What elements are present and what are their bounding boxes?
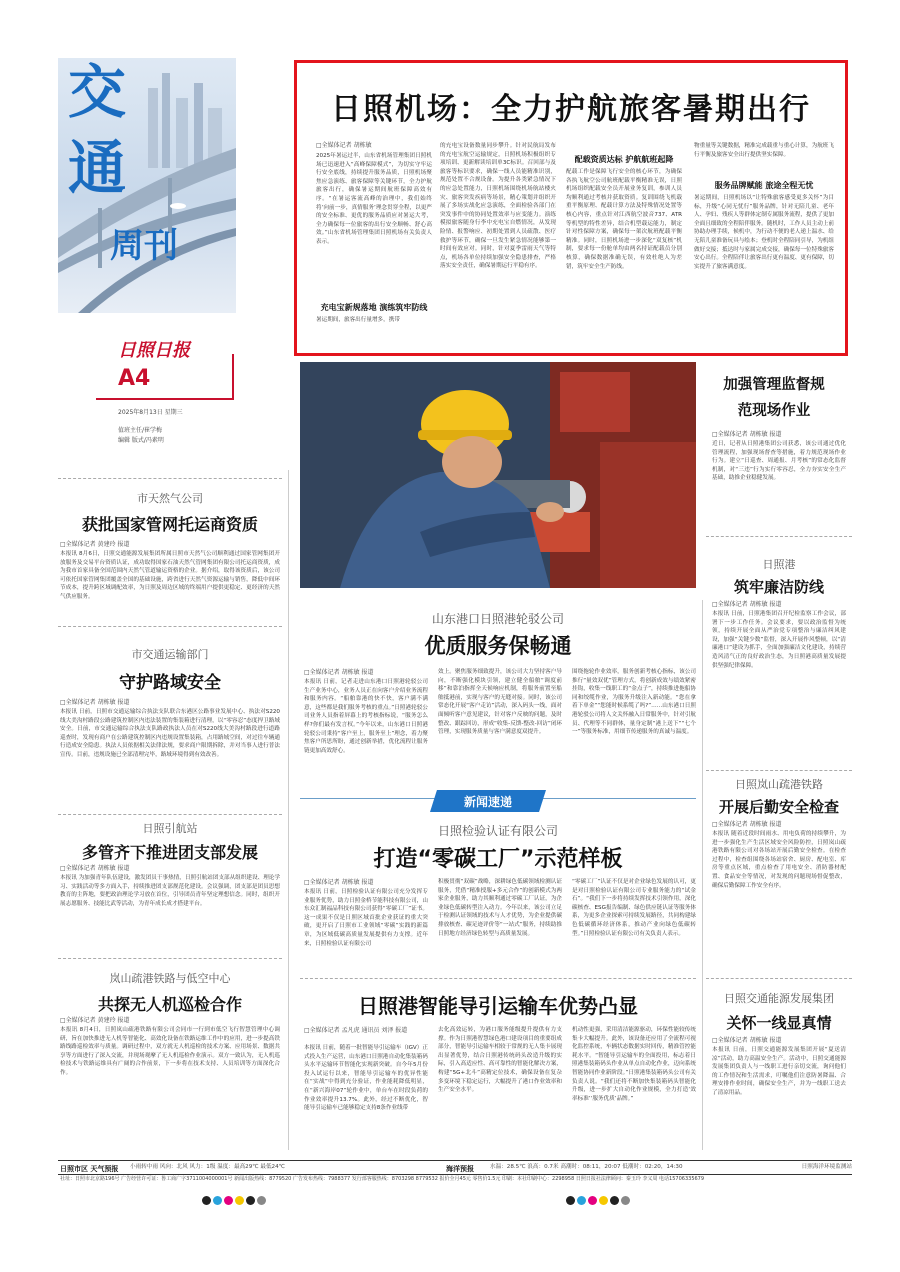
column-rule [702,600,703,1150]
mgmt-body: 近日，记者从日照港集团公司获悉，该公司通过优化管理流程，加强现场督查等措施，着力规范现场作业行为。建立“日巡查、周通报、月考核”的常态化监督机制，对“三违”行为实行零容忍，全力夯实安全生产基础，助推企业稳健发展。 [712,441,846,482]
registration-dots [566,1196,630,1205]
lanshan-headline: 开展后勤安全检查 [718,798,839,816]
duty-editor: 值班主任/崔学梅 [118,427,163,434]
lead-subhead-2: 配载资质达标 护航航班起降 [574,155,674,164]
zerocarbon-byline: □全媒体记者 胡栋敏 报道 [304,879,374,886]
drone-body: 本报讯 8月4日，日照岚山疏港铁路有限公司会同市一行到市低空飞行智慧管理中心调研，旨在加快推进无人机等智能化、高效化设备在铁路运维工作中的应用，进一步提高铁路线路巡检效率与质量。调研过程中，双方就无人机巡检的技术方案、应用场景、数据共享等方面进行了深入交流，并现场观摩了无人机巡检作业演示。双方一致认为，无人机巡检技术与铁路运维具有广阔的合作前景，下一步将在技术支持、人员培训等方面深化合作。 [60,1027,280,1076]
energy-body: 本报讯 日前，日照交通能源发展集团开展“夏送清凉”活动，助力高温安全生产。活动中，日照交通能源发展集团负责人与一线职工进行亲切交流，询问他们的工作情况和生活需求，叮嘱他们注意防暑降温、合理安排作业时间，确保安全生产，并为一线职工送去了清凉用品。 [712,1047,846,1096]
divider [706,770,852,771]
energy-byline: □全媒体记者 胡栋敏 报道 [712,1037,782,1044]
paper-name: 日照日报 [118,340,190,361]
pilot-headline: 多管齐下推进团支部发展 [81,843,258,862]
footer-rule [58,1174,852,1175]
weather-label: 日照市区 天气预报 [60,1165,119,1173]
energy-kicker: 日照交通能源发展集团 [724,992,834,1005]
publisher-info: 社址：日照市北京路196号 广告经营许可证：鲁工商广字3711004000001号 新闻出版热线：8779520 广告发布热线：7988377 发行部客服热线：8703298 8779532 报价全月45元 零售价1.5元 印刷：本社印刷中心：2298958 日照日报社法律顾问：秦玉玲 李义周 电话15706335679 [60,1176,705,1182]
pilot-kicker: 日照引航站 [142,822,198,835]
column-rule [288,470,289,1150]
gas-kicker: 市天然气公司 [137,492,203,505]
worker-inspecting-equipment-image [300,362,696,588]
transport-headline: 守护路域安全 [119,673,221,693]
lead-byline: □全媒体记者 胡栋敏 [316,142,372,149]
agv-body-col3: 机动性更强，采用清洁能源驱动，环保性能较传统集卡大幅提升。此外，该设备还应用了全流程可视化监控系统，车辆状态数据实时回传，精准管控能耗水平。“智能导引运输车的全面投用，标志着日照港集装箱码头作业从单点自动化作业，迈向系统智能协同作业新阶段。”日照港集装箱码头公司有关负责人说。“我们还将不断加快集装箱码头智能化升级，进一步扩大自动化作业规模，全力打造‘效率标准’‘服务优质’品牌。” [572,1027,696,1102]
drone-byline: □全媒体记者 黄建玲 报道 [60,1017,130,1024]
divider [300,978,696,979]
masthead-title-char-1: 交 [68,58,127,126]
lead-body-col4: 物重量等关键数据，精准完成载重与重心计算，为航班飞行平衡及旅客安全出行提供坚实保障。 [694,143,834,158]
lead-subhead-1: 充电宝新规落地 演练筑牢防线 [320,303,428,312]
gas-body: 本报讯 8月6日，日照交通能源发展集团所属日照市天然气公司顺利通过国家管网集团开放服务及交易平台资质认证，成功取得国家石油天然气管网集团有限公司托运商资质，成为我市首家具备全国范围内天然气管道输运资格的企业。据介绍，取得该资质后，该公司可依托国家管网集团覆盖全国的基础设施，跨省进行天然气资源运输与销售，降低中间环节成本，提升跨区域调配效率，为日照及周边区域的终端用户提供更稳定、更经济的天然气供应服务。 [60,551,280,600]
weather-info: 小雨转中雨 风向：北风 风力：1级 温度：最高29℃ 最低24℃ [130,1164,285,1170]
agv-headline: 日照港智能导引运输车优势凸显 [358,994,638,1018]
agv-body-col2: 去化高效运转，为港口服务能级提升提供有力支撑。作为日照港智慧绿色港口建设项目的重要组成部分，智能导引运输车相较于常规的无人集卡展现出显著优势，结合日照港传统码头改造升级的实际，引入高适应性、高可靠性的智能化解决方案，构建“5G+北斗”高精定位技术，确保设备在复杂多变环境下稳定运行，大幅提升了港口作业效率和生产安全水平。 [438,1027,562,1094]
drone-kicker: 岚山疏港铁路与低空中心 [109,972,231,985]
sea-source: 日照海洋环境监测站 [801,1164,852,1170]
lead-body-col1: 2025年暑运过半，山东省机场管理集团日照机场已迅速进入“高峰保障模式”，为切实守牢运行安全底线，持续提升服务品质，日照机场聚焦应急演练、旅客保障等关键环节，全力护航旅客出行，确保暑运期间航班保障高效有序。“在暑运客流高峰的治理中，我们始终将‘向前一步，真情服务’理念贯穿全程，以更严的安全标准、更优的服务品质应对暑运大考，全力确保每一位旅客的出行安全顺畅、舒心高效。”山东省机场管理集团日照机场有关负责人表示。 [316,153,432,245]
gas-headline: 获批国家管网托运商资质 [81,515,258,534]
mgmt-byline: □全媒体记者 胡栋敏 报道 [712,431,782,438]
port-headline: 优质服务保畅通 [424,634,572,658]
mgmt-photo [700,362,850,364]
registration-dots [202,1196,266,1205]
gas-byline: □全媒体记者 黄建玲 报道 [60,541,130,548]
lead-body-col3: 配载工作是保障飞行安全的核心环节，为确保各执飞航空公司航班配载平衡精准无误，日照机场组织配载安全员开展业务复训，参训人员均顺利通过考核并获取资质。复训围绕飞机载重平衡原理、配载计算方法及特殊情况处置等核心内容，重点针对江西航空波音737、ATR等机型的特性差异，结合机型载运能力，制定针对性保障方案，确保每一架次航班配载平衡精准。同时，日照机场进一步深化“双复核”机制，要求每一份舱单均由两名持证配载员分别核算，确保数据准确无误，有效杜绝人为差错，筑牢安全生产防线。 [566,169,682,270]
divider [58,626,282,627]
zerocarbon-body-col2: 积极贯彻“双碳”战略，深耕绿色低碳领域检测认证服务，凭借“精准授服+多元合作”的创新模式为两家企业服务，助力其顺利通过零碳工厂认证，为企业绿色低碳转型注入动力。今年以来，该公司立足于检测认证领域的技术与人才优势，为企业提供碳排放核查、碳足迹评价等“一站式”服务，持续助推日照地方经济绿色转型与高质量发展。 [438,879,562,937]
clean-headline: 筑牢廉洁防线 [733,578,824,596]
agv-body-col1: 本报讯 日前，随着一批智能导引运输车（IGV）正式投入生产运营，山东港口日照港自动化集装箱码头水平运输环节智能化实现新突破。自今年5月份投入试运行以来，智能导引运输车的优异性能在“实战”中得到充分验证，作业能耗降低明显，在“新兴海岸07”轮作业中，单台车在时段负荷的作业效率提升13.7%。此外，经过不断优化，智能导引运输车已能够稳定支持8条作业线带 [304,1045,428,1112]
energy-headline: 关怀一线显真情 [726,1014,832,1032]
drone-headline: 共探无人机巡检合作 [97,995,242,1014]
clean-byline: □全媒体记者 胡栋敏 报道 [712,601,782,608]
sea-info: 水温：28.5℃ 浪高：0.7米 高潮时：08:11，20:07 低潮时：02:20，14:30 [490,1164,683,1170]
zerocarbon-body-col1: 本报讯 日前，日照检验认证有限公司充分发挥专业服务优势，助力日照金桥节能科技有限公司，山东众汇制福品科技有限公司获得“零碳工厂”证书。这一成果不仅是日照区域首批企业获证的重大突破，更开启了日照市工业领域“零碳”实践的新篇章，为区域低碳高质量发展提供有力支撑。近年来，日照检验认证有限公司 [304,889,428,947]
worker-photo [300,362,696,588]
lead-body-col2: 的充电宝设备数量同步攀升。针对民航局发布的充电宝航空运输规定，日照机场积极组织专项培训、更新解读培训单3C标识。召回部与及旅客等标识要求，确保一线人员能精准识别，规范处置不合规设备。为提升各类紧急情况下的应急处置能力，日照机场围绕机场航站楼火灾、旅客突发疾病等场景，精心策划并组织开展了多场实战化应急演练，全面检验各部门在突发事件中的协同处置效率与应变能力。演练模拟旅客随身行李中充电宝自燃情况，从发现险情、报警响应、初期处置到人员疏散、医疗救护等环节，确保一旦发生紧急情况能够第一时间有效应对。同时，针对夏季雷雨天气等特点，机场各单位持续加强安全隐患排查，严格落实安全责任，确保暑期运行平稳有序。 [440,143,556,270]
sea-label: 海洋预报 [446,1165,474,1173]
transport-byline: □全媒体记者 胡栋敏 报道 [60,699,130,706]
lead-body-col4b: 暑运期间，日照机场以“让特殊旅客感受更多关怀”为目标，升级“心同无忧行”服务品牌，针对无陪儿童、老年人、孕妇、残疾人等群体定制专属服务流程，提供了更加全面且细致的全程陪伴服务。随机时，工作人员主动上前协助办理手续，候机中，为行动不便的老人递上温水、给无陪儿童准备玩具与绘本；登机时全程陪同引导，为机组做好交接；抵达时与家属完成交接，确保每一位特殊旅客安心出行。全程陪伴让旅客出行更有温度、更有保障，切实提升了旅客满意度。 [694,195,834,270]
masthead-title-suffix: 周刊 [110,226,178,266]
masthead-title-char-2: 通 [68,134,127,202]
port-body-col2: 效上。聚焦服务细致提升，该公司大力坚持客户导向，不断强化模块引领，建立健全船舶“调度前移”和靠泊指挥全天候响应机制，将服务前置至船舶抵港前，实现与客户的无缝对接。同时，该公司常态化开展“客户走访”活动，深入码头一线，面对面倾听客户意见建议，针对客户反映的问题，及时整改、跟踪回访，形成“收集-反馈-整改-回访”闭环管理，实现服务质量与客户满意度双提升。 [438,669,562,736]
lanshan-body: 本报讯 随着近段时间雨水、用电负荷的持续攀升，为进一步强化生产生活区域安全风险防控，日照岚山疏港铁路有限公司对各场站开展后勤安全检查。在检查过程中，检查组围绕各场站宿舍、厨房、配电室、库房等重点区域，重点检查了用电安全、消防器材配置、食品安全等情况，对发现的问题现场督促整改，确保后勤保障工作安全有序。 [712,831,846,889]
divider [706,978,852,979]
lanshan-kicker: 日照岚山疏港铁路 [735,778,823,791]
footer-rule [58,1160,852,1161]
mgmt-headline: 加强管理监督规范现场作业 [723,377,825,419]
port-body-col3: 围绕拖轮作业效率，服务创新考核心指标，该公司推行“量效双优”管理方式，将创新成效与绩效紧密挂钩，收集一线职工的“金点子”，持续推进拖船协同和绞缆作业，为服务升级注入新动能。“您在拿着下单金”“您能时候系缆了吗?”……山东港口日照港轮驳公司将人文关怀融入日常服务中，针对引航员、代理等不同群体，量身定制“港上送下”“七个一”等服务标准，用细节传递服务的真诚与温度。 [572,669,696,736]
clean-body: 本报讯 日前，日照港集团召开纪检监察工作会议，部署下一步工作任务。会议要求，要以政治监督为统领，持续开展全面从严治党专项整治与廉洁纠风建设，加强“关键少数”监督，深入开展作风整顿，以“清廉港口”建设为抓手，全面加强廉洁文化建设，持续营造风清气正的良好政治生态，为日照港高质量发展提供坚强纪律保障。 [712,611,846,669]
page-number: A4 [118,366,151,391]
divider [58,958,282,959]
divider [58,814,282,815]
pilot-byline: □全媒体记者 胡栋敏 报道 [60,865,130,872]
lead-subhead-3: 服务品牌赋能 旅途全程无忧 [714,181,814,190]
transport-kicker: 市交通运输部门 [131,648,209,661]
port-byline: □全媒体记者 胡栋敏 报道 [304,669,374,676]
lead-headline: 日照机场：全力护航旅客暑期出行 [331,92,811,127]
news-flash-label: 新闻速递 [463,795,512,809]
page-number-badge [96,354,234,400]
masthead [58,58,236,313]
issue-date: 2025年8月13日 星期三 [118,409,183,416]
divider [58,478,282,479]
agv-byline: □全媒体记者 孟凡虎 通讯员 刘泽 报道 [304,1027,408,1034]
clean-kicker: 日照港 [762,558,796,571]
port-kicker: 山东港口日照港轮驳公司 [431,612,564,626]
port-body-col1: 本报讯 日前，记者走进山东港口日照港轮驳公司生产业务中心，业务人员正在向客户介绍业务流程和服务内容。“船舶靠港的快不快，客户满不满意，这些都是我们服务考核的重点。”日照港轮驳公司业务人员指着屏幕上的考核指标说，“服务怎么样?你们最有发言权。”今年以来，山东港口日照港轮驳公司秉持“客户至上，服务至上”理念，着力聚焦客户所思所盼，通过创新举措，优化流程让服务链更加高效舒心。 [304,679,428,754]
lanshan-byline: □全媒体记者 胡栋敏 报道 [712,821,782,828]
zerocarbon-body-col3: “零碳工厂”认证不仅是对企业绿色发展的认可，更是对日照检验认证有限公司专业服务能力的“试金石”。“我们下一步将持续发挥技术引领作用，深化碳核查、ESG报告编制、绿色供应链认证等服务体系，为更多企业探索可持续发展路径，共同构建绿色低碳循环经济体系，推动产业向绿色低碳转型。”日照检验认证有限公司有关负责人表示。 [572,879,696,937]
divider [706,536,852,537]
transport-body: 本报讯 日前，日照市交通运输综合执法支队联合东港区公路事业发展中心、执法对S220线大美沟村路段公路建筑控制区内违法装置的集装箱进行清理，以“零容忍”态度捍卫路域安全。日前，市交通运输综合执法支队路政执法人员在对S220线大美沟村路段进行道路巡查时，发现有商户在公路建筑控制区内违规设置集装箱，占用路域空间，对过往车辆通行造成安全隐患。执法人员依据相关法律法规，要求商户限期拆除，并对当事人进行普法宣传。目前，违规设施已全部清理完毕，路域环境得到有效改善。 [60,709,280,758]
layout-editor: 编辑 版式/冯素明 [118,437,164,444]
zerocarbon-headline: 打造“零碳工厂”示范样板 [373,847,623,872]
lead-body-col1b: 暑运期间，旅客出行量增多，携带 [316,317,400,323]
pilot-body: 本报讯 为加强青年队伍建设，激发团员干事热情，日照引航站团支部从组织建设、理论学习、实践活动等多方面入手，持续推进团支部规范化建设。会议强调，团支部是团员思想教育的主阵地，要把政治理论学习放在首位，引导团员青年坚定理想信念。同时，组织开展志愿服务、技能比武等活动，为青年成长成才搭建平台。 [60,875,280,907]
zerocarbon-kicker: 日照检验认证有限公司 [437,824,558,838]
